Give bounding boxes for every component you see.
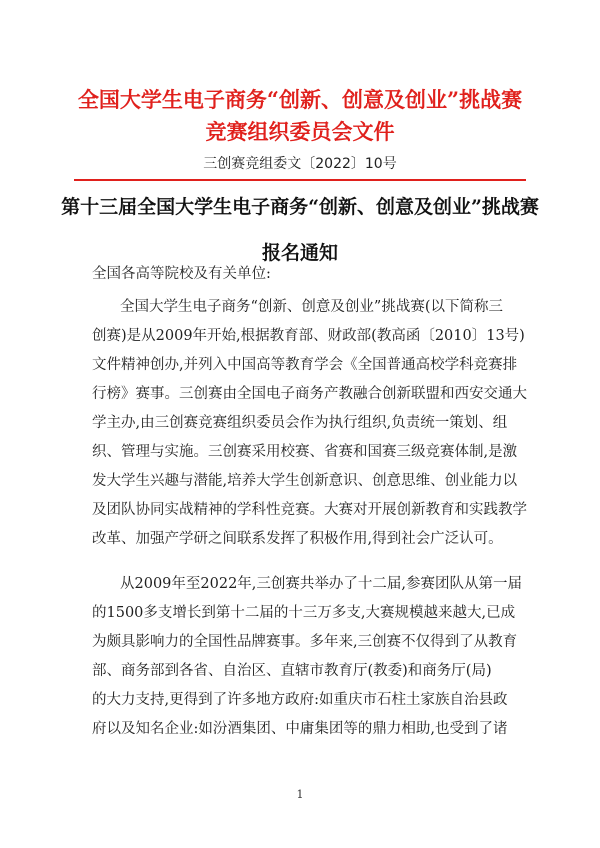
paragraph-line: 的大力支持,更得到了许多地方政府:如重庆市石柱土家族自治县政 [92, 692, 508, 708]
paragraph-line: 学主办,由三创赛竞赛组织委员会作为执行组织,负责统一策划、组 [92, 415, 508, 431]
paragraph-line: 从2009年至2022年,三创赛共举办了十二届,参赛团队从第一届 [120, 576, 523, 592]
notice-title-line2: 报名通知 [261, 242, 338, 264]
issuer-title-line2: 竞赛组织委员会文件 [205, 119, 395, 144]
paragraph-line: 发大学生兴趣与潜能,培养大学生创新意识、创意思维、创业能力以 [92, 473, 518, 489]
notice-title-line1: 第十三届全国大学生电子商务“创新、创意及创业”挑战赛 [61, 196, 539, 218]
paragraph-line: 府以及知名企业:如汾酒集团、中庸集团等的鼎力相助,也受到了诸 [92, 721, 508, 737]
red-divider-rule [74, 179, 526, 181]
issuer-title-line1: 全国大学生电子商务“创新、创意及创业”挑战赛 [77, 87, 523, 112]
paragraph-line: 及团队协同实战精神的学科性竞赛。大赛对开展创新教育和实践教学 [92, 502, 527, 518]
paragraph-line: 文件精神创办,并列入中国高等教育学会《全国普通高校学科竞赛排 [92, 357, 518, 373]
paragraph-line: 改革、加强产学研之间联系发挥了积极作用,得到社会广泛认可。 [92, 531, 503, 547]
paragraph-line: 全国大学生电子商务“创新、创意及创业”挑战赛(以下简称三 [120, 299, 503, 315]
paragraph-line: 织、管理与实施。三创赛采用校赛、省赛和国赛三级竞赛体制,是激 [92, 444, 518, 460]
paragraph-line: 创赛)是从2009年开始,根据教育部、财政部(教高函〔2010〕13号) [92, 328, 525, 344]
document-number: 三创赛竞组委文〔2022〕10号 [203, 156, 397, 172]
paragraph-line: 部、商务部到各省、自治区、直辖市教育厅(教委)和商务厅(局) [92, 663, 492, 679]
page-number: 1 [296, 788, 304, 801]
paragraph-line: 的1500多支增长到第十二届的十三万多支,大赛规模越来越大,已成 [92, 605, 516, 621]
paragraph-line: 为颇具影响力的全国性品牌赛事。多年来,三创赛不仅得到了从教育 [92, 634, 518, 650]
paragraph-line: 行榜》赛事。三创赛由全国电子商务产教融合创新联盟和西安交通大 [92, 386, 527, 402]
salutation: 全国各高等院校及有关单位: [92, 266, 271, 282]
